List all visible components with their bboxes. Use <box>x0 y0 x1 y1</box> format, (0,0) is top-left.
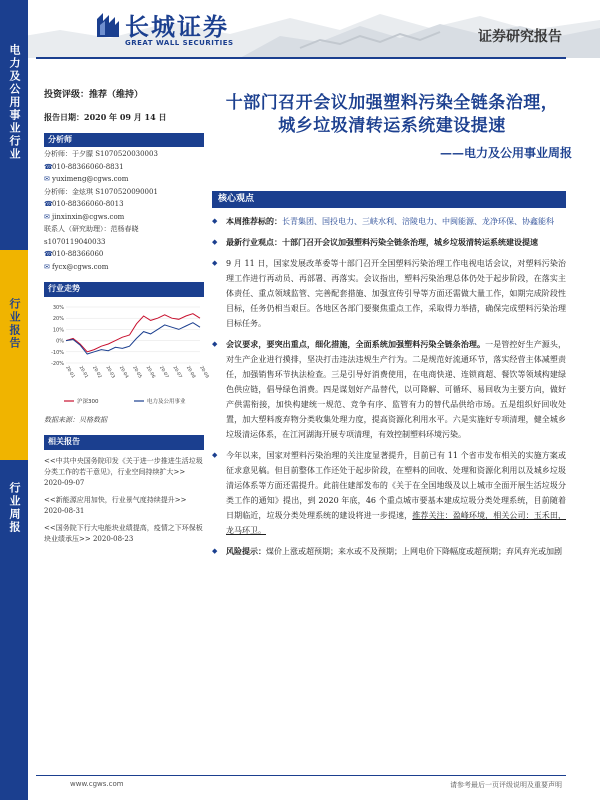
related-report-item[interactable]: <<中共中央国务院印发《关于进一步推进生活垃圾分类工作的若干意见》，行业空间持续扩大>> 2020-09-07 <box>44 456 203 487</box>
title-line-1: 十部门召开会议加强塑料污染全链条治理， <box>225 93 559 113</box>
analyst-text[interactable]: jinxinxin@cgws.com <box>52 212 125 221</box>
legend-label: 电力及公用事业 <box>147 398 186 405</box>
report-title-area <box>212 92 572 161</box>
phone-icon: ☎ <box>44 162 53 171</box>
recommend-label: 本周推荐标的： <box>226 216 282 226</box>
sidebar-block-report <box>0 250 28 460</box>
progress-bullet <box>212 448 566 538</box>
report-type-label: 证券研究报告 <box>478 29 562 45</box>
sidebar-block-weekly <box>0 460 28 800</box>
y-tick-label: 10% <box>52 326 64 333</box>
trend-chart-svg <box>44 301 210 411</box>
report-date: 报告日期：2020 年 09 月 14 日 <box>44 112 167 122</box>
analyst-text: 010-88366060-8013 <box>52 200 124 208</box>
x-tick-label: 20-01 <box>77 365 89 379</box>
series-line-0 <box>66 313 200 351</box>
core-points <box>212 191 566 559</box>
sidebar-industry-text: 电力及公用事业行业 <box>8 44 21 161</box>
chart-source: 数据来源：贝格数据 <box>44 415 107 424</box>
analyst-text: 分析师：于夕朦 S1070520030003 <box>44 150 158 158</box>
related-report-item[interactable]: <<国务院下行大电能块业绩提高，疫情之下环保板块业绩承压>> 2020-08-23 <box>44 523 203 543</box>
header-divider <box>36 57 566 59</box>
analyst-line <box>44 174 204 185</box>
y-tick-label: -10% <box>51 349 64 356</box>
analyst-line <box>44 187 204 198</box>
analyst-line <box>44 212 204 223</box>
related-report-list <box>44 456 204 545</box>
x-tick-label: 20-03 <box>104 365 116 379</box>
y-tick-label: 0% <box>56 338 64 345</box>
y-tick-label: 30% <box>52 304 64 311</box>
phone-icon: ☎ <box>44 250 53 258</box>
analyst-line <box>44 262 204 273</box>
sidebar <box>0 0 28 800</box>
analyst-text: 分析师：金炫琪 S1070520090001 <box>44 187 158 196</box>
recommend-stocks: 长青集团、国投电力、三峡水利、涪陵电力、中闽能源、龙净环保、协鑫能科 <box>282 217 554 226</box>
x-tick-label: 20-07 <box>171 365 183 379</box>
mail-icon: ✉ <box>44 262 50 271</box>
great-wall-logo-icon <box>95 9 121 39</box>
x-tick-label: 20-07 <box>158 365 169 379</box>
footer-disclaimer: 请参考最后一页评级说明及重要声明 <box>450 781 562 789</box>
x-tick-label: 20-05 <box>131 365 143 379</box>
x-tick-label: 20-09 <box>198 365 210 379</box>
x-tick-label: 20-08 <box>184 365 196 379</box>
related-section-head: 相关报告 <box>44 435 204 450</box>
company-logo <box>95 9 245 55</box>
logo-english: GREAT WALL SECURITIES <box>125 39 234 47</box>
legend-label: 沪深300 <box>77 398 99 405</box>
analyst-text[interactable]: yuximeng@cgws.com <box>52 175 129 183</box>
meeting-bullet <box>212 256 566 331</box>
title-line-2: 城乡垃圾清转运系统建设提速 <box>278 116 506 136</box>
sidebar-report-text: 行业报告 <box>8 298 21 350</box>
recommend-bullet <box>212 214 566 229</box>
sidebar-weekly-text: 行业周报 <box>8 482 21 534</box>
analyst-text: 010-88366060 <box>52 250 104 258</box>
left-column <box>44 88 210 545</box>
analyst-text[interactable]: fycx@cgws.com <box>52 262 109 271</box>
viewpoint-text: 十部门召开会议加强塑料污染全链条治理，城乡垃圾清转运系统建设提速 <box>282 237 538 247</box>
logo-chinese: 长城证券 <box>125 12 229 41</box>
trend-section-head: 行业走势 <box>44 282 204 297</box>
analyst-text: s1070119040033 <box>44 237 106 246</box>
risk-bullet <box>212 544 566 559</box>
viewpoint-bullet <box>212 235 566 250</box>
analyst-line <box>44 162 204 173</box>
industry-trend-chart <box>44 301 210 411</box>
analyst-line <box>44 237 204 248</box>
x-tick-label: 20-01 <box>64 365 76 379</box>
progress-paragraph: 今年以来，国家对塑料污染治理的关注度显著提升，目前已有 11 个省市发布相关的实施方案或征求意见稿。但目前整体工作还处于起步阶段，在塑料的回收、处理和资源化利用以及城乡垃圾清运体系等方面还需提升。此前住建部发布的《关于在全国地级及以上城市全面开展生活垃圾分类工作的通知》提出，到 2020 年底，46 个重点城市要基本建成垃圾分类处理系统，目前随着日期临近，垃圾分类处理系统的建设将进一步提速， <box>226 451 566 520</box>
risk-text: 煤价上涨或超预期；来水或不及预期；上网电价下降幅度或超预期；弃风弃光或加剧 <box>266 547 562 556</box>
mail-icon: ✉ <box>44 175 50 183</box>
core-points-head: 核心观点 <box>212 191 566 208</box>
x-tick-label: 20-02 <box>91 365 102 379</box>
investment-rating: 投资评级：推荐（维持） <box>44 90 144 100</box>
analyst-line <box>44 199 204 210</box>
related-report-item[interactable]: <<新能源应用加快，行业景气度持续提升>> 2020-08-31 <box>44 495 187 515</box>
x-tick-label: 20-06 <box>144 365 156 379</box>
analyst-text: 联系人（研究助理）：范杨春晓 <box>44 225 139 233</box>
y-tick-label: -20% <box>51 360 64 367</box>
report-subtitle: ——电力及公用事业周报 <box>439 146 572 160</box>
mail-icon: ✉ <box>44 212 50 221</box>
phone-icon: ☎ <box>44 200 53 208</box>
requirements-bullet <box>212 337 566 442</box>
sidebar-block-industry <box>0 0 28 250</box>
analyst-line <box>44 149 204 160</box>
analyst-text: 010-88366060-8831 <box>52 162 124 171</box>
x-tick-label: 20-04 <box>117 365 129 379</box>
analyst-line <box>44 249 204 260</box>
viewpoint-label: 最新行业观点： <box>226 237 282 247</box>
analyst-section-head: 分析师 <box>44 133 204 148</box>
footer-website[interactable]: www.cgws.com <box>70 780 124 788</box>
footer-divider <box>36 775 566 776</box>
analyst-list <box>44 149 204 272</box>
series-line-1 <box>66 322 200 353</box>
requirements-label: 会议要求，要突出重点，细化措施，全面系统加强塑料污染全链条治理。 <box>226 339 486 349</box>
attention-recommend: 推荐关注：盈峰环境，相关公司：玉禾田，龙马环卫。 <box>226 511 567 535</box>
risk-label: 风险提示： <box>226 546 266 556</box>
meeting-paragraph: 9 月 11 日，国家发展改革委等十部门召开全国塑料污染治理工作电视电话会议，对塑料污染治理工作进行再动员、再部署、再落实。会议指出，塑料污染治理总体仍处于起步阶段，在落实主体责任、重点领域监管、完善配套措施、加强宣传引导等方面还需做大量工作，如期完成阶段性目标，任务仍相当艰巨。各地区各部门要聚焦重点工作，采取得力举措，确保完成塑料污染治理目标任务。 <box>226 259 566 328</box>
y-tick-label: 20% <box>52 315 64 322</box>
analyst-line <box>44 224 204 235</box>
requirements-text: 一是管控好生产源头，对生产企业进行摸排，坚决打击违法违规生产行为。二是规范好流通环节，落实经营主体减塑责任，加强销售环节执法检查。三是引导好消费使用，在电商快递、连锁商超、餐饮等领域构建绿色供应链，倡导绿色消费。四是谋划好产品替代，以可降解、可循环、易回收为主要方向，做好产供需衔接，加快构建统一规范、竞争有序、监管有力的替代品供给市场。五是组织好回收处置，加大塑料废弃物分类收集处理力度，提高资源化利用水平。六是实施好专项清理，健全城乡垃圾清运体系，在江河湖海开展专项清理，有效控制塑料环境污染。 <box>226 340 567 439</box>
